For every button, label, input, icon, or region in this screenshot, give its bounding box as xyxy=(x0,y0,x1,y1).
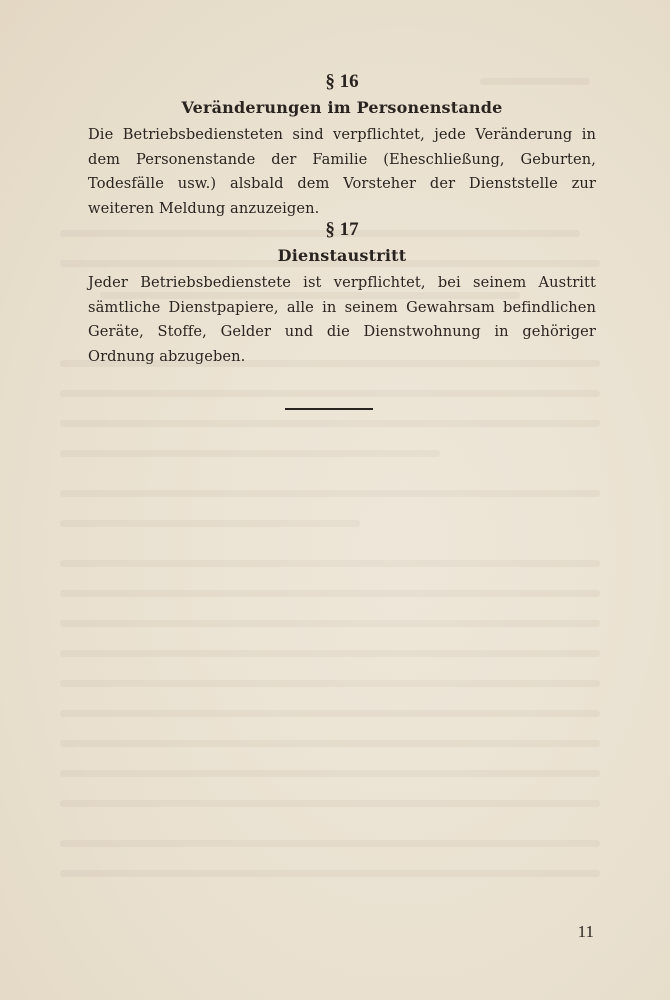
end-rule xyxy=(285,408,373,410)
page-number: 11 xyxy=(577,922,594,941)
section-body: Jeder Betriebsbedienstete ist verpflichtet, bei seinem Austritt sämtliche Dienstpapiere, alle in seinem Gewahrsam befindlichen Geräte, Stoffe, Gelder und die Dienstwohnung in gehöriger Ordnung abzugeben. xyxy=(88,274,596,365)
section-number: § 16 xyxy=(325,71,359,92)
section-16 xyxy=(88,70,596,221)
section-17 xyxy=(88,218,596,369)
section-body: Die Betriebsbediensteten sind verpflichtet, jede Veränderung in dem Personenstande der Familie (Eheschließung, Geburten, Todesfälle usw.) alsbald dem Vorsteher der Dienststelle zur weiteren Meldung anzuzeigen. xyxy=(88,126,596,217)
section-number: § 17 xyxy=(325,219,359,240)
section-title: Veränderungen im Personenstande xyxy=(181,98,503,117)
section-title: Dienstaustritt xyxy=(277,246,407,265)
